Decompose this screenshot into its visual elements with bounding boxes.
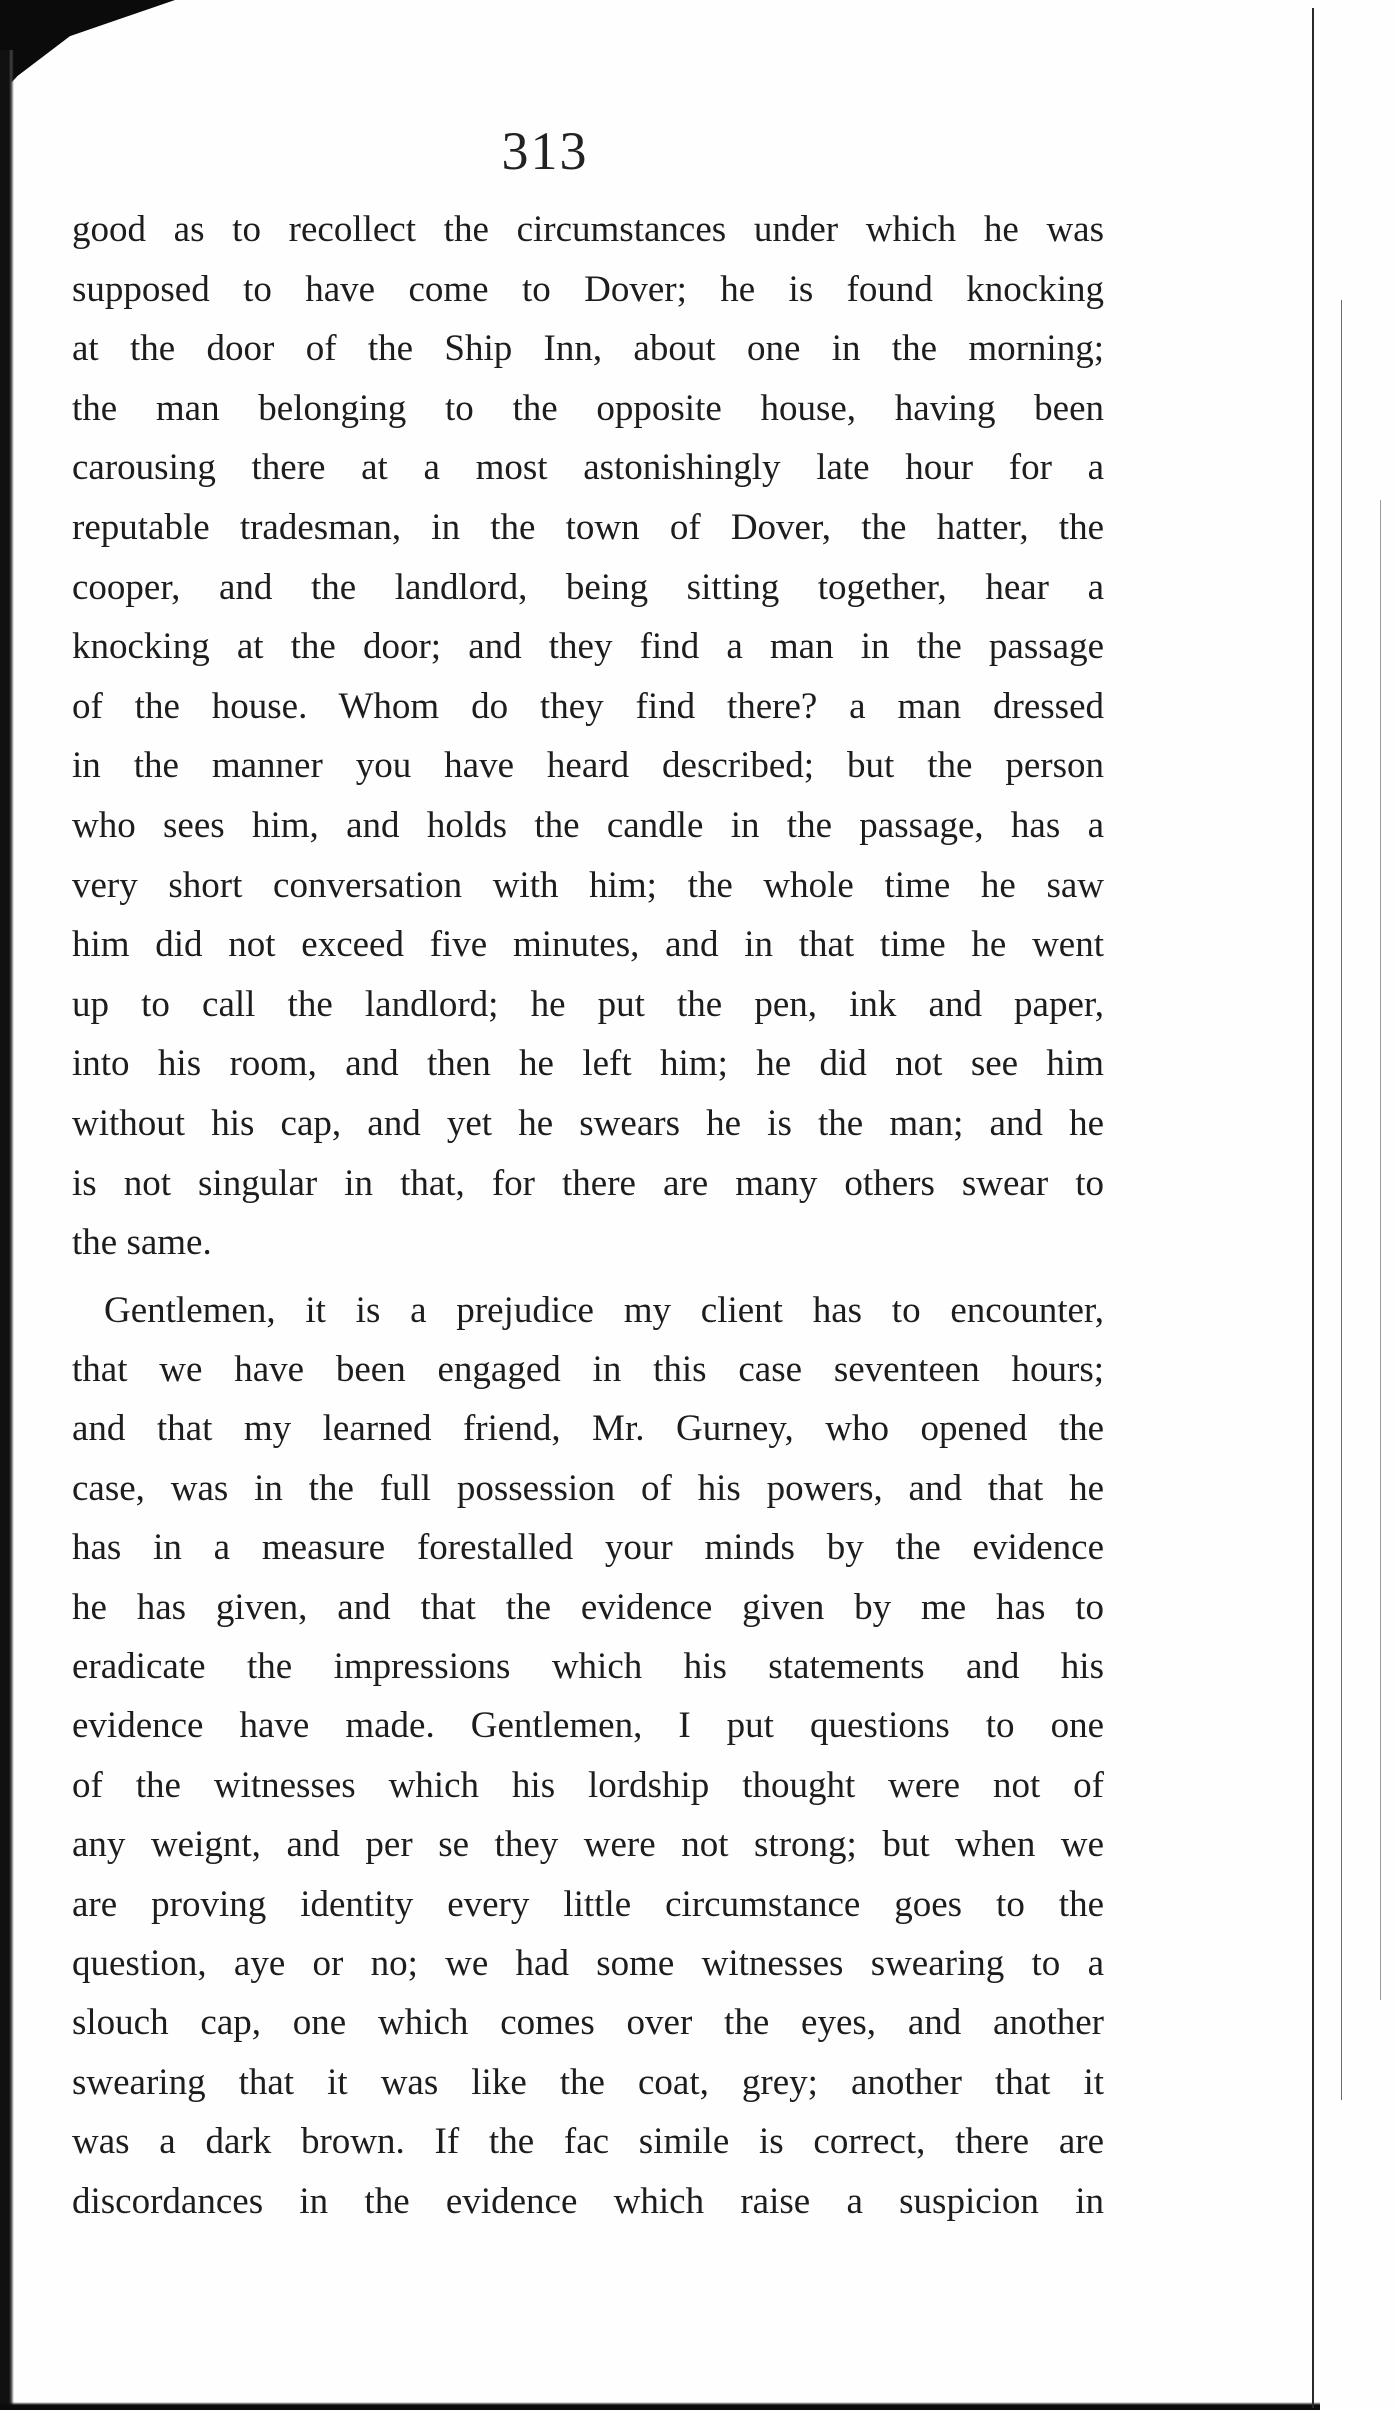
text-line: good as to recollect the circumstances under which he was <box>72 209 1104 250</box>
text-line: any weignt, and per se they were not strong; but when we <box>72 1824 1104 1866</box>
text-line: are proving identity every little circumstance goes to the <box>72 1883 1104 1925</box>
text-line: the same. <box>72 1222 212 1264</box>
text-line: up to call the landlord; he put the pen, ink and paper, <box>72 983 1104 1025</box>
text-line: cooper, and the landlord, being sitting together, hear a <box>72 566 1104 608</box>
text-line: very short conversation with him; the whole time he saw <box>72 864 1104 906</box>
text-line: the man belonging to the opposite house, having been <box>72 387 1104 429</box>
page-edge-rule <box>1312 8 1314 2408</box>
text-line: of the house. Whom do they find there? a man dressed <box>72 685 1104 727</box>
text-line: without his cap, and yet he swears he is the man; and he <box>72 1102 1104 1144</box>
text-line: has in a measure forestalled your minds by the evidence <box>72 1527 1104 1569</box>
text-line: of the witnesses which his lordship thought were not of <box>72 1764 1104 1806</box>
page-edge-rule <box>1380 500 1381 2000</box>
text-line: knocking at the door; and they find a man in the passage <box>72 626 1104 668</box>
text-line: is not singular in that, for there are many others swear to <box>72 1162 1104 1204</box>
text-line: discordances in the evidence which raise a suspicion in <box>72 2180 1104 2222</box>
body-text <box>72 200 1104 2231</box>
scan-corner-shadow <box>0 0 175 95</box>
text-line: was a dark brown. If the fac simile is correct, there are <box>72 2121 1104 2163</box>
paragraph <box>72 1281 1104 2231</box>
scan-left-edge <box>0 50 14 2410</box>
text-line: eradicate the impressions which his statements and his <box>72 1646 1104 1688</box>
text-line: who sees him, and holds the candle in the passage, has a <box>72 804 1104 846</box>
text-line: and that my learned friend, Mr. Gurney, who opened the <box>72 1408 1104 1450</box>
text-line: him did not exceed five minutes, and in that time he went <box>72 924 1104 966</box>
text-line: reputable tradesman, in the town of Dover, the hatter, the <box>72 506 1104 548</box>
page-edge-rule <box>1341 300 1342 2100</box>
text-line: evidence have made. Gentlemen, I put questions to one <box>72 1705 1104 1747</box>
text-line: supposed to have come to Dover; he is found knocking <box>72 268 1104 310</box>
paragraph <box>72 200 1104 1273</box>
text-line: swearing that it was like the coat, grey; another that it <box>72 2061 1104 2103</box>
text-line: case, was in the full possession of his powers, and that he <box>72 1467 1104 1509</box>
text-line: that we have been engaged in this case seventeen hours; <box>72 1349 1104 1391</box>
text-line: question, aye or no; we had some witnesses swearing to a <box>72 1942 1104 1984</box>
text-line: at the door of the Ship Inn, about one in the morning; <box>72 328 1104 370</box>
text-line: in the manner you have heard described; but the person <box>72 745 1104 787</box>
text-line: slouch cap, one which comes over the eyes, and another <box>72 2002 1104 2044</box>
scan-bottom-edge <box>0 2402 1320 2410</box>
text-line: into his room, and then he left him; he did not see him <box>72 1043 1104 1085</box>
text-line: Gentlemen, it is a prejudice my client has to encounter, <box>104 1289 1104 1331</box>
text-line: carousing there at a most astonishingly late hour for a <box>72 447 1104 489</box>
text-line: he has given, and that the evidence given by me has to <box>72 1586 1104 1628</box>
page-number: 313 <box>501 121 589 181</box>
